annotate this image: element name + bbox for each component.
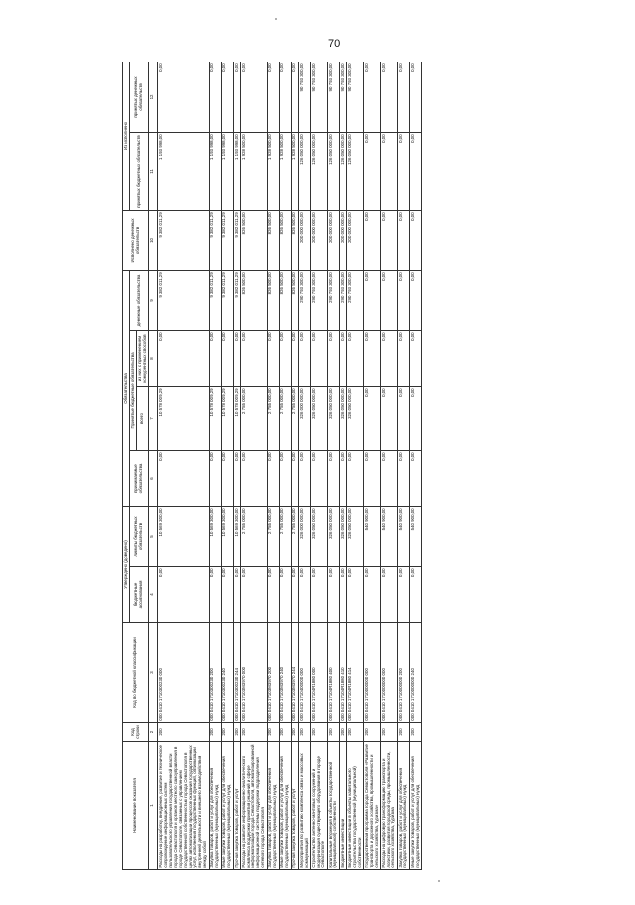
cell-unexec-budget: 0,00 xyxy=(364,132,381,210)
cell-name: Государственная программа города Севастополя «Развитие транспорта и дорожного хозяйства, промышленности и сельского хозяйства, туризма» xyxy=(364,742,381,870)
column-number: 10 xyxy=(149,210,158,270)
table-row xyxy=(241,62,268,870)
cell-total: 2 755 000,00 xyxy=(291,386,298,450)
cell-kbk: 000 0410 1710000000 240 xyxy=(410,623,422,723)
cell-alloc: 0,00 xyxy=(221,567,233,623)
cell-name: Строительство антенно-мачтовых сооружений и модернизация существующего оборудования в городе Севастополе xyxy=(311,742,328,870)
cell-monetary: 826 500,00 xyxy=(267,270,279,330)
cell-limits: 10 569 300,00 xyxy=(209,506,221,566)
cell-unexec-budget: 1 193 998,00 xyxy=(158,132,209,210)
table-row xyxy=(279,62,291,870)
cell-accepted: 0,00 xyxy=(410,450,422,506)
cell-limits: 540 900,00 xyxy=(364,506,381,566)
cell-monetary: 0,00 xyxy=(364,270,381,330)
table-row xyxy=(298,62,310,870)
table-row xyxy=(291,62,298,870)
cell-name: Капитальные вложения в объекты государственной (муниципальной) собственности xyxy=(327,742,339,870)
cell-name: Закупка товаров, работ и услуг для обеспечения государственных (муниципальных) нужд xyxy=(209,742,221,870)
cell-accepted: 0,00 xyxy=(221,450,233,506)
cell-accepted: 0,00 xyxy=(298,450,310,506)
cell-kbk: 000 0410 1710300230 244 xyxy=(233,623,240,723)
cell-monetary: 290 793 300,00 xyxy=(311,270,328,330)
cell-comp: 0,00 xyxy=(410,330,422,386)
cell-unexec-monetary: 90 793 300,00 xyxy=(340,62,347,132)
table-row xyxy=(397,62,409,870)
column-number: 4 xyxy=(149,567,158,623)
cell-alloc: 0,00 xyxy=(279,567,291,623)
column-number: 5 xyxy=(149,506,158,566)
cell-alloc: 0,00 xyxy=(340,567,347,623)
cell-unexec-monetary: 0,00 xyxy=(233,62,240,132)
cell-comp: 0,00 xyxy=(209,330,221,386)
cell-total: 10 578 009,29 xyxy=(158,386,209,450)
cell-exec: 9 382 011,29 xyxy=(221,210,233,270)
column-number: 3 xyxy=(149,623,158,723)
cell-monetary: 290 793 300,00 xyxy=(327,270,339,330)
cell-limits: 326 050 000,00 xyxy=(347,506,364,566)
cell-exec: 826 500,00 xyxy=(267,210,279,270)
cell-name: Бюджетные инвестиции в объекты капитального строительства государственной (муниципальной) собственности xyxy=(347,742,364,870)
cell-unexec-monetary: 0,00 xyxy=(158,62,209,132)
cell-comp: 0,00 xyxy=(311,330,328,386)
cell-monetary: 826 500,00 xyxy=(291,270,298,330)
cell-limits: 326 050 000,00 xyxy=(340,506,347,566)
cell-unexec-budget: 0,00 xyxy=(410,132,422,210)
cell-unexec-budget: 126 050 000,00 xyxy=(311,132,328,210)
cell-kbk: 000 0410 17104R1880 410 xyxy=(340,623,347,723)
header-monetary: денежные обязательства xyxy=(130,270,149,330)
cell-accepted: 0,00 xyxy=(364,450,381,506)
cell-code: 200 xyxy=(410,723,422,742)
cell-alloc: 0,00 xyxy=(364,567,381,623)
cell-name: Расходы на разработку, внедрение, развитие и техническое сопровождение информационных систем пользовательского управления государственной власти города Севастополя и органов местного самоуправления в городе Севастополе, связанных с управлением государственной собственностью города Севастополя в целях автоматизации процессов оказания государственных услуг, исполнения государственных функций, оптимизации внутренней деятельности и внешнего взаимодействия между собой xyxy=(158,742,209,870)
cell-comp: 0,00 xyxy=(221,330,233,386)
cell-unexec-budget: 0,00 xyxy=(397,132,409,210)
cell-code: 200 xyxy=(233,723,240,742)
column-number: 6 xyxy=(149,450,158,506)
cell-limits: 326 050 000,00 xyxy=(327,506,339,566)
table-row xyxy=(209,62,221,870)
table-row xyxy=(381,62,398,870)
cell-kbk: 000 0410 1710000000 000 xyxy=(364,623,381,723)
cell-accepted: 0,00 xyxy=(279,450,291,506)
cell-accepted: 0,00 xyxy=(347,450,364,506)
column-number: 2 xyxy=(149,723,158,742)
cell-accepted: 0,00 xyxy=(311,450,328,506)
column-number: 7 xyxy=(149,386,158,450)
header-accepted-monetary-obl: принятых денежных обязательств xyxy=(130,62,149,132)
cell-total: 0,00 xyxy=(410,386,422,450)
header-approved: Утверждено (доведено) xyxy=(123,506,130,622)
cell-exec: 826 500,00 xyxy=(241,210,268,270)
cell-alloc: 0,00 xyxy=(347,567,364,623)
cell-unexec-monetary: 0,00 xyxy=(279,62,291,132)
cell-name: Иные закупки товаров, работ и услуг для обеспечения государственных (муниципальных) нужд xyxy=(410,742,422,870)
cell-total: 326 000 000,00 xyxy=(298,386,310,450)
cell-alloc: 0,00 xyxy=(327,567,339,623)
cell-comp: 0,00 xyxy=(233,330,240,386)
cell-unexec-budget: 0,00 xyxy=(381,132,398,210)
cell-monetary: 0,00 xyxy=(397,270,409,330)
cell-monetary: 9 382 011,29 xyxy=(233,270,240,330)
cell-kbk: 000 0410 17104R1880 000 xyxy=(311,623,328,723)
cell-monetary: 9 382 011,29 xyxy=(209,270,221,330)
cell-unexec-monetary: 0,00 xyxy=(364,62,381,132)
header-accepted-budget-obl: принятых бюджетных обязательств xyxy=(130,132,149,210)
cell-exec: 0,00 xyxy=(410,210,422,270)
cell-limits: 2 755 000,00 xyxy=(267,506,279,566)
cell-alloc: 0,00 xyxy=(397,567,409,623)
cell-kbk: 000 0410 1710300230 000 xyxy=(158,623,209,723)
cell-total: 10 578 009,29 xyxy=(209,386,221,450)
cell-unexec-monetary: 0,00 xyxy=(397,62,409,132)
cell-accepted: 0,00 xyxy=(158,450,209,506)
cell-kbk: 000 0410 1710300230 200 xyxy=(209,623,221,723)
column-number: 12 xyxy=(149,62,158,132)
cell-exec: 200 000 000,00 xyxy=(327,210,339,270)
cell-exec: 0,00 xyxy=(364,210,381,270)
table-row xyxy=(347,62,364,870)
cell-monetary: 9 382 011,29 xyxy=(221,270,233,330)
column-number: 8 xyxy=(149,330,158,386)
column-number: 11 xyxy=(149,132,158,210)
cell-unexec-monetary: 0,00 xyxy=(267,62,279,132)
cell-unexec-monetary: 90 793 300,00 xyxy=(298,62,310,132)
cell-code: 200 xyxy=(340,723,347,742)
cell-alloc: 0,00 xyxy=(233,567,240,623)
cell-code: 200 xyxy=(291,723,298,742)
cell-code: 200 xyxy=(327,723,339,742)
cell-comp: 0,00 xyxy=(340,330,347,386)
cell-limits: 540 900,00 xyxy=(410,506,422,566)
cell-name: Бюджетные инвестиции xyxy=(340,742,347,870)
table-row xyxy=(340,62,347,870)
cell-exec: 200 000 000,00 xyxy=(298,210,310,270)
cell-code: 200 xyxy=(241,723,268,742)
header-executed: Из исполнено xyxy=(123,62,130,210)
cell-code: 200 xyxy=(298,723,310,742)
cell-name: Расходы на цифровую трансформацию транспорта и логистики, развития городской среды, промышленности, сельского хозяйства, туризма xyxy=(381,742,398,870)
cell-total: 0,00 xyxy=(397,386,409,450)
cell-total: 2 755 000,00 xyxy=(241,386,268,450)
cell-unexec-budget: 126 050 000,00 xyxy=(298,132,310,210)
cell-alloc: 0,00 xyxy=(209,567,221,623)
cell-exec: 9 382 011,29 xyxy=(209,210,221,270)
cell-total: 10 578 009,29 xyxy=(221,386,233,450)
cell-kbk: 000 0410 1710000000 000 xyxy=(381,623,398,723)
cell-limits: 2 755 000,00 xyxy=(291,506,298,566)
table-row xyxy=(158,62,209,870)
cell-alloc: 0,00 xyxy=(298,567,310,623)
cell-unexec-budget: 1 928 500,00 xyxy=(291,132,298,210)
cell-code: 200 xyxy=(364,723,381,742)
cell-name: Прочая закупка товаров, работ и услуг xyxy=(291,742,298,870)
cell-code: 200 xyxy=(311,723,328,742)
cell-accepted: 0,00 xyxy=(327,450,339,506)
cell-accepted: 0,00 xyxy=(291,450,298,506)
cell-unexec-budget: 1 928 500,00 xyxy=(267,132,279,210)
cell-comp: 0,00 xyxy=(267,330,279,386)
cell-kbk: 000 0410 1710400000 000 xyxy=(298,623,310,723)
cell-limits: 2 755 000,00 xyxy=(279,506,291,566)
cell-unexec-monetary: 0,00 xyxy=(209,62,221,132)
cell-comp: 0,00 xyxy=(291,330,298,386)
cell-kbk: 000 0410 17104R1880 414 xyxy=(347,623,364,723)
cell-unexec-budget: 1 928 500,00 xyxy=(241,132,268,210)
cell-exec: 200 000 000,00 xyxy=(347,210,364,270)
cell-total: 0,00 xyxy=(364,386,381,450)
cell-kbk: 000 0410 17103М3970 244 xyxy=(291,623,298,723)
cell-limits: 10 569 300,00 xyxy=(158,506,209,566)
column-number: 1 xyxy=(149,742,158,870)
cell-comp: 0,00 xyxy=(347,330,364,386)
cell-alloc: 0,00 xyxy=(410,567,422,623)
cell-comp: 0,00 xyxy=(298,330,310,386)
cell-alloc: 0,00 xyxy=(267,567,279,623)
table-row xyxy=(233,62,240,870)
cell-comp: 0,00 xyxy=(158,330,209,386)
table-body xyxy=(158,62,422,870)
cell-exec: 9 382 011,29 xyxy=(158,210,209,270)
cell-kbk: 000 0410 17103М3970 200 xyxy=(267,623,279,723)
header-budget-limits: лимиты бюджетных обязательств xyxy=(130,506,149,566)
cell-name: Расходы на развитие информационно-аналитического комплекса поддержки принятия решений и сфере информатизации города Севастополя, автоматизированной информационной системы поддержки подразделения сетевого города Севастополя xyxy=(241,742,268,870)
cell-kbk: 000 0410 17103М3970 240 xyxy=(279,623,291,723)
cell-total: 326 050 000,00 xyxy=(327,386,339,450)
header-executed-monetary: Исполнено денежных обязательств xyxy=(123,210,149,270)
cell-limits: 10 569 300,00 xyxy=(221,506,233,566)
table-row xyxy=(221,62,233,870)
header-budget-allocations: бюджетные ассигнования xyxy=(130,567,149,623)
cell-accepted: 0,00 xyxy=(397,450,409,506)
header-competitive: из них с применением конкурентных способов xyxy=(137,330,149,386)
cell-comp: 0,00 xyxy=(381,330,398,386)
cell-total: 0,00 xyxy=(381,386,398,450)
scan-speck xyxy=(275,18,277,20)
column-number-row xyxy=(149,62,158,870)
rotated-table-area xyxy=(122,62,585,870)
cell-comp: 0,00 xyxy=(327,330,339,386)
cell-exec: 0,00 xyxy=(397,210,409,270)
table-row xyxy=(311,62,328,870)
cell-unexec-budget: 126 050 000,00 xyxy=(347,132,364,210)
cell-comp: 0,00 xyxy=(279,330,291,386)
cell-unexec-budget: 1 928 500,00 xyxy=(279,132,291,210)
cell-unexec-budget: 1 193 998,00 xyxy=(233,132,240,210)
page-number: 70 xyxy=(328,38,341,50)
cell-total: 2 755 000,00 xyxy=(267,386,279,450)
header-budget-code: Код по бюджетной классификации xyxy=(123,623,149,723)
cell-exec: 826 500,00 xyxy=(279,210,291,270)
cell-accepted: 0,00 xyxy=(267,450,279,506)
cell-alloc: 0,00 xyxy=(291,567,298,623)
cell-accepted: 0,00 xyxy=(340,450,347,506)
table-row xyxy=(364,62,381,870)
cell-code: 200 xyxy=(347,723,364,742)
cell-exec: 200 000 000,00 xyxy=(311,210,328,270)
cell-limits: 540 900,00 xyxy=(397,506,409,566)
cell-kbk: 000 0410 1710300230 240 xyxy=(221,623,233,723)
cell-name: Закупка товаров, работ и услуг для обеспечения государственных (муниципальных) нужд xyxy=(397,742,409,870)
cell-total: 10 578 009,29 xyxy=(233,386,240,450)
header-obligations: Обязательства xyxy=(123,270,130,506)
cell-alloc: 0,00 xyxy=(241,567,268,623)
cell-code: 200 xyxy=(209,723,221,742)
cell-unexec-monetary: 0,00 xyxy=(291,62,298,132)
cell-exec: 0,00 xyxy=(381,210,398,270)
header-name: Наименование показателя xyxy=(123,742,149,870)
cell-limits: 326 050 000,00 xyxy=(311,506,328,566)
cell-total: 326 050 000,00 xyxy=(340,386,347,450)
rotated-page xyxy=(122,62,585,870)
cell-total: 326 050 000,00 xyxy=(347,386,364,450)
cell-exec: 200 000 000,00 xyxy=(340,210,347,270)
cell-kbk: 000 0410 17104R1880 400 xyxy=(327,623,339,723)
cell-code: 200 xyxy=(279,723,291,742)
header-total: всего xyxy=(137,386,149,450)
header-accepted-budget: Принятые бюджетные обязательства xyxy=(130,330,137,450)
cell-code: 200 xyxy=(267,723,279,742)
cell-monetary: 0,00 xyxy=(381,270,398,330)
table-row xyxy=(327,62,339,870)
cell-name: Закупка товаров, работ и услуг для обеспечения государственных (муниципальных) нужд xyxy=(267,742,279,870)
cell-comp: 0,00 xyxy=(241,330,268,386)
cell-limits: 326 000 000,00 xyxy=(298,506,310,566)
cell-unexec-monetary: 0,00 xyxy=(410,62,422,132)
cell-comp: 0,00 xyxy=(364,330,381,386)
cell-monetary: 0,00 xyxy=(410,270,422,330)
cell-exec: 9 382 011,29 xyxy=(233,210,240,270)
cell-total: 2 755 000,00 xyxy=(279,386,291,450)
cell-unexec-monetary: 0,00 xyxy=(241,62,268,132)
cell-monetary: 826 500,00 xyxy=(279,270,291,330)
cell-alloc: 0,00 xyxy=(158,567,209,623)
cell-limits: 10 569 300,00 xyxy=(233,506,240,566)
cell-code: 200 xyxy=(221,723,233,742)
cell-alloc: 0,00 xyxy=(381,567,398,623)
cell-monetary: 826 500,00 xyxy=(241,270,268,330)
cell-accepted: 0,00 xyxy=(381,450,398,506)
cell-unexec-monetary: 90 793 300,00 xyxy=(347,62,364,132)
cell-monetary: 290 793 300,00 xyxy=(347,270,364,330)
cell-name: Иные закупки товаров, работ и услуг для обеспечения государственных (муниципальных) нужд xyxy=(279,742,291,870)
cell-accepted: 0,00 xyxy=(233,450,240,506)
table-row xyxy=(410,62,422,870)
cell-name: Прочая закупка товаров, работ и услуг xyxy=(233,742,240,870)
table-row xyxy=(267,62,279,870)
cell-code: 200 xyxy=(381,723,398,742)
cell-monetary: 9 382 011,29 xyxy=(158,270,209,330)
cell-alloc: 0,00 xyxy=(311,567,328,623)
cell-comp: 0,00 xyxy=(397,330,409,386)
cell-name: Иные закупки товаров, работ и услуг для обеспечения государственных (муниципальных) нужд xyxy=(221,742,233,870)
cell-code: 200 xyxy=(158,723,209,742)
cell-unexec-budget: 126 050 000,00 xyxy=(340,132,347,210)
column-number: 9 xyxy=(149,270,158,330)
cell-unexec-budget: 1 193 998,00 xyxy=(209,132,221,210)
cell-code: 200 xyxy=(397,723,409,742)
cell-unexec-budget: 1 193 998,00 xyxy=(221,132,233,210)
cell-exec: 826 500,00 xyxy=(291,210,298,270)
cell-monetary: 290 793 300,00 xyxy=(340,270,347,330)
cell-total: 326 050 000,00 xyxy=(311,386,328,450)
cell-accepted: 0,00 xyxy=(209,450,221,506)
cell-unexec-monetary: 0,00 xyxy=(221,62,233,132)
cell-kbk: 000 0410 1710000000 200 xyxy=(397,623,409,723)
cell-accepted: 0,00 xyxy=(241,450,268,506)
cell-unexec-monetary: 90 793 300,00 xyxy=(311,62,328,132)
cell-unexec-monetary: 90 793 300,00 xyxy=(327,62,339,132)
header-row-code: Код строки xyxy=(123,723,149,742)
budget-execution-table xyxy=(122,62,422,870)
cell-limits: 2 755 000,00 xyxy=(241,506,268,566)
header-accepted: принимаемые обязательства xyxy=(130,450,149,506)
cell-limits: 540 900,00 xyxy=(381,506,398,566)
cell-unexec-monetary: 0,00 xyxy=(381,62,398,132)
cell-name: Мероприятия по развитию комплекса связи и массовых коммуникаций xyxy=(298,742,310,870)
cell-unexec-budget: 126 050 000,00 xyxy=(327,132,339,210)
cell-kbk: 000 0410 17103М3970 000 xyxy=(241,623,268,723)
scan-speck xyxy=(438,880,440,882)
cell-monetary: 290 793 300,00 xyxy=(298,270,310,330)
